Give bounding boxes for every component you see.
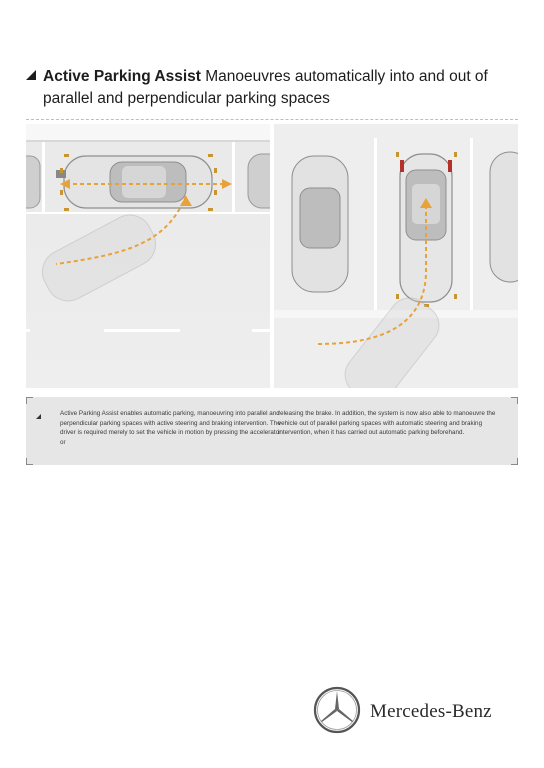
caption-box (26, 397, 518, 465)
caption-column-2: releasing the brake. In addition, the system is now also able to manoeuvre the vehicle out of parallel parking spaces with automatic steering and braking intervention, when it has carried out automatic parking beforehand. (278, 410, 496, 436)
parallel-parking-illustration (26, 124, 270, 388)
title-rest: Manoeuvres automatically into and out of (205, 68, 488, 85)
corner-mark (26, 458, 33, 465)
main-car-parallel (56, 156, 212, 208)
corner-mark (511, 458, 518, 465)
bullet-triangle-icon (26, 70, 36, 80)
corner-mark (26, 397, 33, 404)
title-bold: Active Parking Assist (43, 68, 201, 85)
caption-column-1: Active Parking Assist enables automatic parking, manoeuvring into parallel and perpendicular parking spaces with active steering and braking intervention. The driver is required merely to set the vehicle in motion by pressing the accelerator or (60, 410, 282, 446)
perpendicular-parking-illustration (274, 124, 518, 388)
brand-wordmark: Mercedes-Benz (370, 701, 492, 722)
page-title (26, 66, 516, 110)
top-dashed-divider (26, 119, 518, 120)
caption-bullet-icon (36, 414, 41, 419)
title-line-2: parallel and perpendicular parking spaces (43, 90, 330, 107)
mercedes-star-icon (313, 686, 361, 734)
corner-mark (511, 397, 518, 404)
